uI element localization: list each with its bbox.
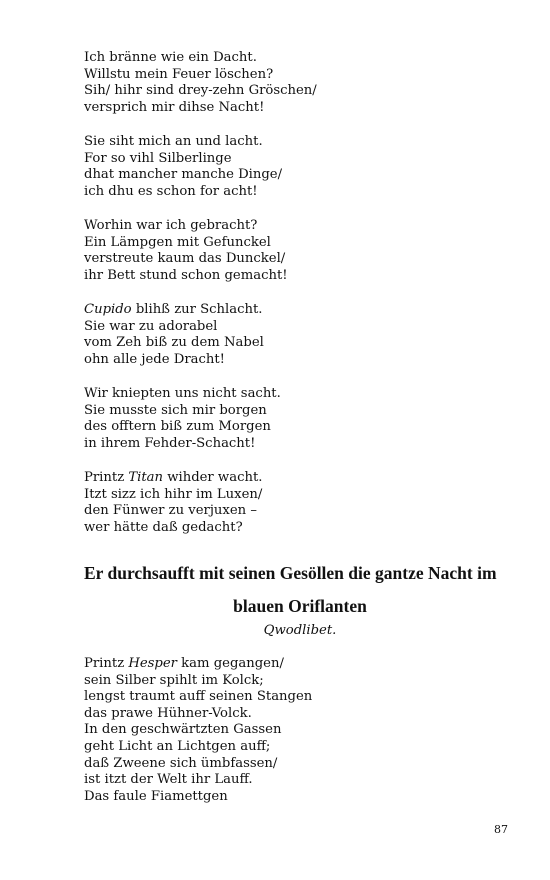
italic-name: Cupido [84,302,132,317]
verse-text: Printz [84,470,129,485]
verse-line: For so vihl Silberlinge [84,150,232,166]
verse-line: ich dhu es schon for acht! [84,183,258,199]
verse-line: Sie musste sich mir borgen [84,402,267,418]
stanza-6 [84,470,484,536]
verse-line: Itzt sizz ich hihr im Luxen/ [84,486,263,502]
verse-text: Printz [84,656,129,671]
poem-title-line-1: Er durchsaufft mit seinen Gesöllen die gantze Nacht im [84,563,497,583]
verse-text: kam gegangen/ [176,656,284,671]
verse-line: Ein Lämpgen mit Gefunckel [84,234,271,250]
verse-line: vom Zeh biß zu dem Nabel [84,335,264,351]
verse-line: Sie siht mich an und lacht. [84,134,263,149]
verse-line: versprich mir dihse Nacht! [84,99,265,115]
verse-line: das prawe Hühner-Volck. [84,705,252,721]
verse-line: daß Zweene sich ümbfassen/ [84,755,278,771]
verse-line: dhat mancher manche Dinge/ [84,167,283,183]
stanza-4 [84,302,484,368]
verse-line: verstreute kaum das Dunckel/ [84,251,286,267]
verse-text: blihß zur Schlacht. [131,302,263,317]
verse-line: Sih/ hihr sind drey-zehn Gröschen/ [84,83,317,99]
poem-subtitle: Qwodlibet. [263,623,337,638]
verse-line: Das faule Fiamettgen [84,788,228,804]
verse-line: geht Licht an Lichtgen auff; [84,738,271,754]
verse-line [84,302,484,319]
verse-line: ist itzt der Welt ihr Lauff. [84,772,253,788]
verse-line: in ihrem Fehder-Schacht! [84,435,256,451]
verse-line [84,470,484,487]
poem-2-stanza [84,656,484,805]
verse-line: Wir kniepten uns nicht sacht. [84,386,281,401]
page-number: 87 [494,823,508,836]
verse-text: wihder wacht. [163,470,263,485]
verse-line: sein Silber spihlt im Kolck; [84,672,264,688]
stanza-1 [84,50,484,116]
verse-line: ihr Bett stund schon gemacht! [84,267,288,283]
verse-line: In den geschwärtzten Gassen [84,722,282,738]
stanza-5 [84,386,484,452]
verse-line: wer hätte daß gedacht? [84,519,243,535]
verse-line: Sie war zu adorabel [84,318,218,334]
verse-line: Willstu mein Feuer löschen? [84,66,274,82]
verse-line: Ich brännе wie ein Dacht. [84,50,257,65]
verse-line: den Fünwer zu verjuxen – [84,503,257,519]
verse-line: ohn alle jede Dracht! [84,351,225,367]
verse-line: Worhin war ich gebracht? [84,218,258,233]
italic-name: Titan [128,470,163,485]
poem-title-line-2: blauen Oriflanten [233,596,367,616]
verse-line: des offtern biß zum Morgen [84,419,271,435]
italic-name: Hesper [128,656,177,671]
stanza-2 [84,134,484,200]
stanza-3 [84,218,484,284]
verse-line [84,656,484,673]
verse-line: lengst traumt auff seinen Stangen [84,689,313,705]
